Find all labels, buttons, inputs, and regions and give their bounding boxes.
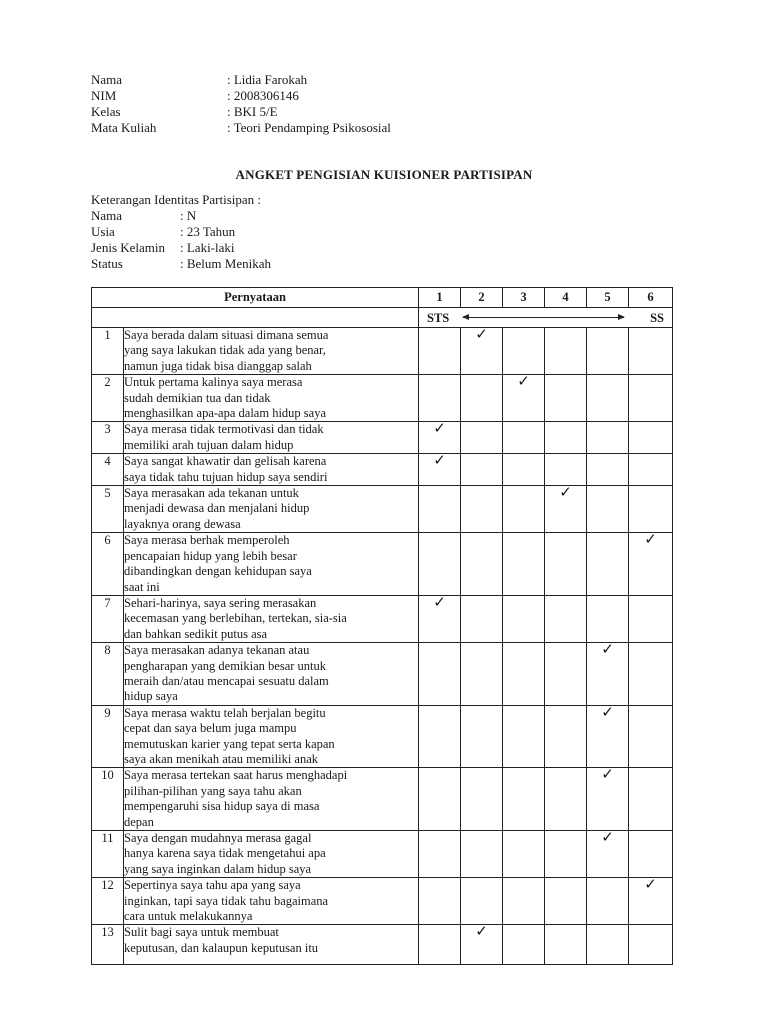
answer-cell-5 xyxy=(587,486,629,533)
answer-cell-4 xyxy=(545,595,587,642)
statement-line: sudah demikian tua dan tidak xyxy=(124,390,271,405)
statement-line: inginkan, tapi saya tidak tahu bagaimana xyxy=(124,893,329,908)
answer-cell-6 xyxy=(629,486,673,533)
statement-text xyxy=(124,328,419,375)
student-field xyxy=(91,104,391,120)
student-field xyxy=(91,72,391,88)
header-scale-5: 5 xyxy=(587,288,629,308)
answer-cell-2 xyxy=(461,643,503,706)
table-row xyxy=(92,878,673,925)
statement-text xyxy=(124,878,419,925)
student-field-value: : 2008306146 xyxy=(227,88,299,103)
student-field-label: Kelas xyxy=(91,104,121,119)
table-row xyxy=(92,375,673,422)
header-statement: Pernyataan xyxy=(92,288,419,308)
statement-line: yang saya lakukan tidak ada yang benar, xyxy=(124,343,326,358)
row-number: 6 xyxy=(92,533,124,596)
statement-line: Sepertinya saya tahu apa yang saya xyxy=(124,878,301,893)
statement-line: kecemasan yang berlebihan, tertekan, sia-sia xyxy=(124,611,347,626)
answer-cell-4 xyxy=(545,454,587,486)
check-icon: ✓ xyxy=(433,421,446,438)
participant-field-value: : 23 Tahun xyxy=(180,224,236,239)
answer-cell-4 xyxy=(545,422,587,454)
answer-cell-6 xyxy=(629,454,673,486)
answer-cell-3 xyxy=(503,375,545,422)
answer-cell-3 xyxy=(503,705,545,768)
statement-text xyxy=(124,595,419,642)
scale-right-label: SS xyxy=(650,311,664,325)
statement-line: hanya karena saya tidak mengetahui apa xyxy=(124,846,326,861)
answer-cell-5 xyxy=(587,831,629,878)
statement-line: Saya merasakan ada tekanan untuk xyxy=(124,486,299,501)
row-number: 12 xyxy=(92,878,124,925)
answer-cell-4 xyxy=(545,486,587,533)
statement-line: namun juga tidak bisa dianggap salah xyxy=(124,358,312,373)
statement-text xyxy=(124,486,419,533)
answer-cell-5 xyxy=(587,328,629,375)
answer-cell-1 xyxy=(419,422,461,454)
row-number: 8 xyxy=(92,643,124,706)
statement-text xyxy=(124,705,419,768)
double-arrow-icon xyxy=(463,317,624,318)
answer-cell-6 xyxy=(629,705,673,768)
student-field-label: Nama xyxy=(91,72,123,87)
answer-cell-2 xyxy=(461,422,503,454)
table-row xyxy=(92,768,673,831)
check-icon: ✓ xyxy=(559,485,572,502)
statement-line: Saya sangat khawatir dan gelisah karena xyxy=(124,454,327,469)
statement-line: hidup saya xyxy=(124,689,178,704)
statement-line: pencapaian hidup yang lebih besar xyxy=(124,548,297,563)
table-row xyxy=(92,643,673,706)
participant-field-label: Usia xyxy=(91,224,115,239)
answer-cell-3 xyxy=(503,831,545,878)
document-title: ANGKET PENGISIAN KUISIONER PARTISIPAN xyxy=(235,167,533,182)
answer-cell-5 xyxy=(587,643,629,706)
student-field-label: NIM xyxy=(91,88,117,103)
statement-line: Saya merasa tertekan saat harus menghadapi xyxy=(124,768,348,783)
participant-field-label: Jenis Kelamin xyxy=(91,240,166,255)
table-header-row xyxy=(92,288,673,308)
answer-cell-3 xyxy=(503,486,545,533)
statement-text xyxy=(124,768,419,831)
answer-cell-2 xyxy=(461,768,503,831)
statement-line: Sehari-harinya, saya sering merasakan xyxy=(124,595,317,610)
statement-line: Saya berada dalam situasi dimana semua xyxy=(124,328,329,342)
answer-cell-4 xyxy=(545,643,587,706)
header-scale-1: 1 xyxy=(419,288,461,308)
answer-cell-5 xyxy=(587,878,629,925)
student-field xyxy=(91,120,391,136)
statement-line: cepat dan saya belum juga mampu xyxy=(124,721,297,736)
statement-line: memiliki arah tujuan dalam hidup xyxy=(124,437,294,452)
statement-line: pengharapan yang demikian besar untuk xyxy=(124,658,327,673)
answer-cell-3 xyxy=(503,643,545,706)
answer-cell-1 xyxy=(419,878,461,925)
questionnaire-body xyxy=(92,328,673,965)
statement-line: saya akan menikah atau memiliki anak xyxy=(124,751,319,766)
answer-cell-4 xyxy=(545,831,587,878)
statement-line: keputusan, dan kalaupun keputusan itu xyxy=(124,940,319,955)
statement-line: cara untuk melakukannya xyxy=(124,909,253,924)
answer-cell-1 xyxy=(419,925,461,965)
statement-text xyxy=(124,454,419,486)
answer-cell-1 xyxy=(419,454,461,486)
statement-line: Saya dengan mudahnya merasa gagal xyxy=(124,831,312,845)
row-number: 13 xyxy=(92,925,124,965)
answer-cell-5 xyxy=(587,768,629,831)
check-icon: ✓ xyxy=(644,532,657,549)
answer-cell-1 xyxy=(419,595,461,642)
answer-cell-6 xyxy=(629,595,673,642)
statement-line: Saya merasa tidak termotivasi dan tidak xyxy=(124,422,324,437)
answer-cell-4 xyxy=(545,375,587,422)
answer-cell-3 xyxy=(503,595,545,642)
answer-cell-4 xyxy=(545,533,587,596)
statement-text xyxy=(124,831,419,878)
answer-cell-1 xyxy=(419,533,461,596)
row-number: 4 xyxy=(92,454,124,486)
check-icon: ✓ xyxy=(601,830,614,846)
statement-line: Saya merasa berhak memperoleh xyxy=(124,533,290,548)
check-icon: ✓ xyxy=(644,877,657,894)
participant-field xyxy=(91,240,271,256)
answer-cell-2 xyxy=(461,533,503,596)
answer-cell-2 xyxy=(461,878,503,925)
row-number: 5 xyxy=(92,486,124,533)
answer-cell-6 xyxy=(629,533,673,596)
answer-cell-5 xyxy=(587,375,629,422)
student-field-label: Mata Kuliah xyxy=(91,120,157,135)
table-row xyxy=(92,328,673,375)
statement-line: yang saya inginkan dalam hidup saya xyxy=(124,861,312,876)
answer-cell-3 xyxy=(503,328,545,375)
check-icon: ✓ xyxy=(517,374,530,391)
scale-left-label: STS xyxy=(427,311,450,325)
check-icon: ✓ xyxy=(475,924,488,941)
answer-cell-2 xyxy=(461,454,503,486)
table-row xyxy=(92,705,673,768)
check-icon: ✓ xyxy=(433,594,446,611)
answer-cell-2 xyxy=(461,831,503,878)
header-scale-4: 4 xyxy=(545,288,587,308)
check-icon: ✓ xyxy=(475,327,488,343)
answer-cell-5 xyxy=(587,925,629,965)
answer-cell-4 xyxy=(545,878,587,925)
table-row xyxy=(92,422,673,454)
answer-cell-6 xyxy=(629,422,673,454)
scale-row-blank xyxy=(92,308,419,328)
answer-cell-3 xyxy=(503,925,545,965)
row-number: 2 xyxy=(92,375,124,422)
table-row xyxy=(92,486,673,533)
participant-field-value: : N xyxy=(180,208,197,223)
student-info xyxy=(91,72,391,136)
participant-field-value: : Belum Menikah xyxy=(180,256,271,271)
answer-cell-5 xyxy=(587,454,629,486)
participant-field-label: Nama xyxy=(91,208,123,223)
statement-line: Untuk pertama kalinya saya merasa xyxy=(124,375,303,390)
participant-info xyxy=(91,192,271,272)
statement-line: meraih dan/atau mencapai sesuatu dalam xyxy=(124,673,329,688)
check-icon: ✓ xyxy=(433,453,446,470)
answer-cell-5 xyxy=(587,705,629,768)
answer-cell-2 xyxy=(461,705,503,768)
header-scale-2: 2 xyxy=(461,288,503,308)
answer-cell-5 xyxy=(587,533,629,596)
statement-line: dan bahkan sedikit putus asa xyxy=(124,626,268,641)
statement-line: depan xyxy=(124,814,154,829)
statement-line: menghasilkan apa-apa dalam hidup saya xyxy=(124,406,327,421)
answer-cell-3 xyxy=(503,454,545,486)
statement-line: saat ini xyxy=(124,579,160,594)
statement-line: dibandingkan dengan kehidupan saya xyxy=(124,564,312,579)
row-number: 11 xyxy=(92,831,124,878)
statement-line: saya tidak tahu tujuan hidup saya sendiri xyxy=(124,469,328,484)
questionnaire-table xyxy=(91,287,673,965)
participant-heading: Keterangan Identitas Partisipan : xyxy=(91,192,262,207)
answer-cell-6 xyxy=(629,328,673,375)
row-number: 7 xyxy=(92,595,124,642)
statement-line: memutuskan karier yang tepat serta kapan xyxy=(124,736,335,751)
check-icon: ✓ xyxy=(601,704,614,721)
statement-text xyxy=(124,643,419,706)
answer-cell-6 xyxy=(629,643,673,706)
table-row xyxy=(92,533,673,596)
header-scale-3: 3 xyxy=(503,288,545,308)
answer-cell-3 xyxy=(503,533,545,596)
answer-cell-6 xyxy=(629,768,673,831)
statement-line: pilihan-pilihan yang saya tahu akan xyxy=(124,783,302,798)
answer-cell-5 xyxy=(587,422,629,454)
scale-indicator xyxy=(419,308,673,328)
student-field-value: : BKI 5/E xyxy=(227,104,278,119)
answer-cell-1 xyxy=(419,768,461,831)
participant-field-label: Status xyxy=(91,256,123,271)
student-field-value: : Teori Pendamping Psikososial xyxy=(227,120,391,135)
answer-cell-1 xyxy=(419,705,461,768)
row-number: 3 xyxy=(92,422,124,454)
answer-cell-6 xyxy=(629,925,673,965)
statement-text xyxy=(124,533,419,596)
answer-cell-1 xyxy=(419,328,461,375)
participant-field xyxy=(91,224,271,240)
statement-text xyxy=(124,925,419,965)
statement-line: mempengaruhi sisa hidup saya di masa xyxy=(124,799,320,814)
statement-line: layaknya orang dewasa xyxy=(124,516,241,531)
answer-cell-1 xyxy=(419,643,461,706)
row-number: 1 xyxy=(92,328,124,375)
statement-line: menjadi dewasa dan menjalani hidup xyxy=(124,501,310,516)
header-scale-6: 6 xyxy=(629,288,673,308)
answer-cell-4 xyxy=(545,705,587,768)
table-row xyxy=(92,595,673,642)
answer-cell-4 xyxy=(545,328,587,375)
answer-cell-2 xyxy=(461,595,503,642)
answer-cell-3 xyxy=(503,878,545,925)
answer-cell-2 xyxy=(461,925,503,965)
statement-line: Sulit bagi saya untuk membuat xyxy=(124,925,279,940)
table-row xyxy=(92,831,673,878)
participant-field xyxy=(91,256,271,272)
participant-field-value: : Laki-laki xyxy=(180,240,235,255)
answer-cell-6 xyxy=(629,831,673,878)
statement-text xyxy=(124,422,419,454)
answer-cell-2 xyxy=(461,328,503,375)
answer-cell-2 xyxy=(461,375,503,422)
statement-line: Saya merasa waktu telah berjalan begitu xyxy=(124,705,326,720)
participant-field xyxy=(91,208,271,224)
answer-cell-1 xyxy=(419,486,461,533)
statement-text xyxy=(124,375,419,422)
check-icon: ✓ xyxy=(601,642,614,659)
statement-line: Saya merasakan adanya tekanan atau xyxy=(124,643,310,658)
answer-cell-5 xyxy=(587,595,629,642)
student-field-value: : Lidia Farokah xyxy=(227,72,308,87)
answer-cell-4 xyxy=(545,925,587,965)
table-row xyxy=(92,454,673,486)
answer-cell-6 xyxy=(629,878,673,925)
answer-cell-6 xyxy=(629,375,673,422)
answer-cell-4 xyxy=(545,768,587,831)
answer-cell-1 xyxy=(419,831,461,878)
table-row xyxy=(92,925,673,965)
scale-row xyxy=(92,308,673,328)
answer-cell-3 xyxy=(503,422,545,454)
check-icon: ✓ xyxy=(601,767,614,784)
answer-cell-1 xyxy=(419,375,461,422)
answer-cell-3 xyxy=(503,768,545,831)
row-number: 10 xyxy=(92,768,124,831)
student-field xyxy=(91,88,391,104)
row-number: 9 xyxy=(92,705,124,768)
answer-cell-2 xyxy=(461,486,503,533)
